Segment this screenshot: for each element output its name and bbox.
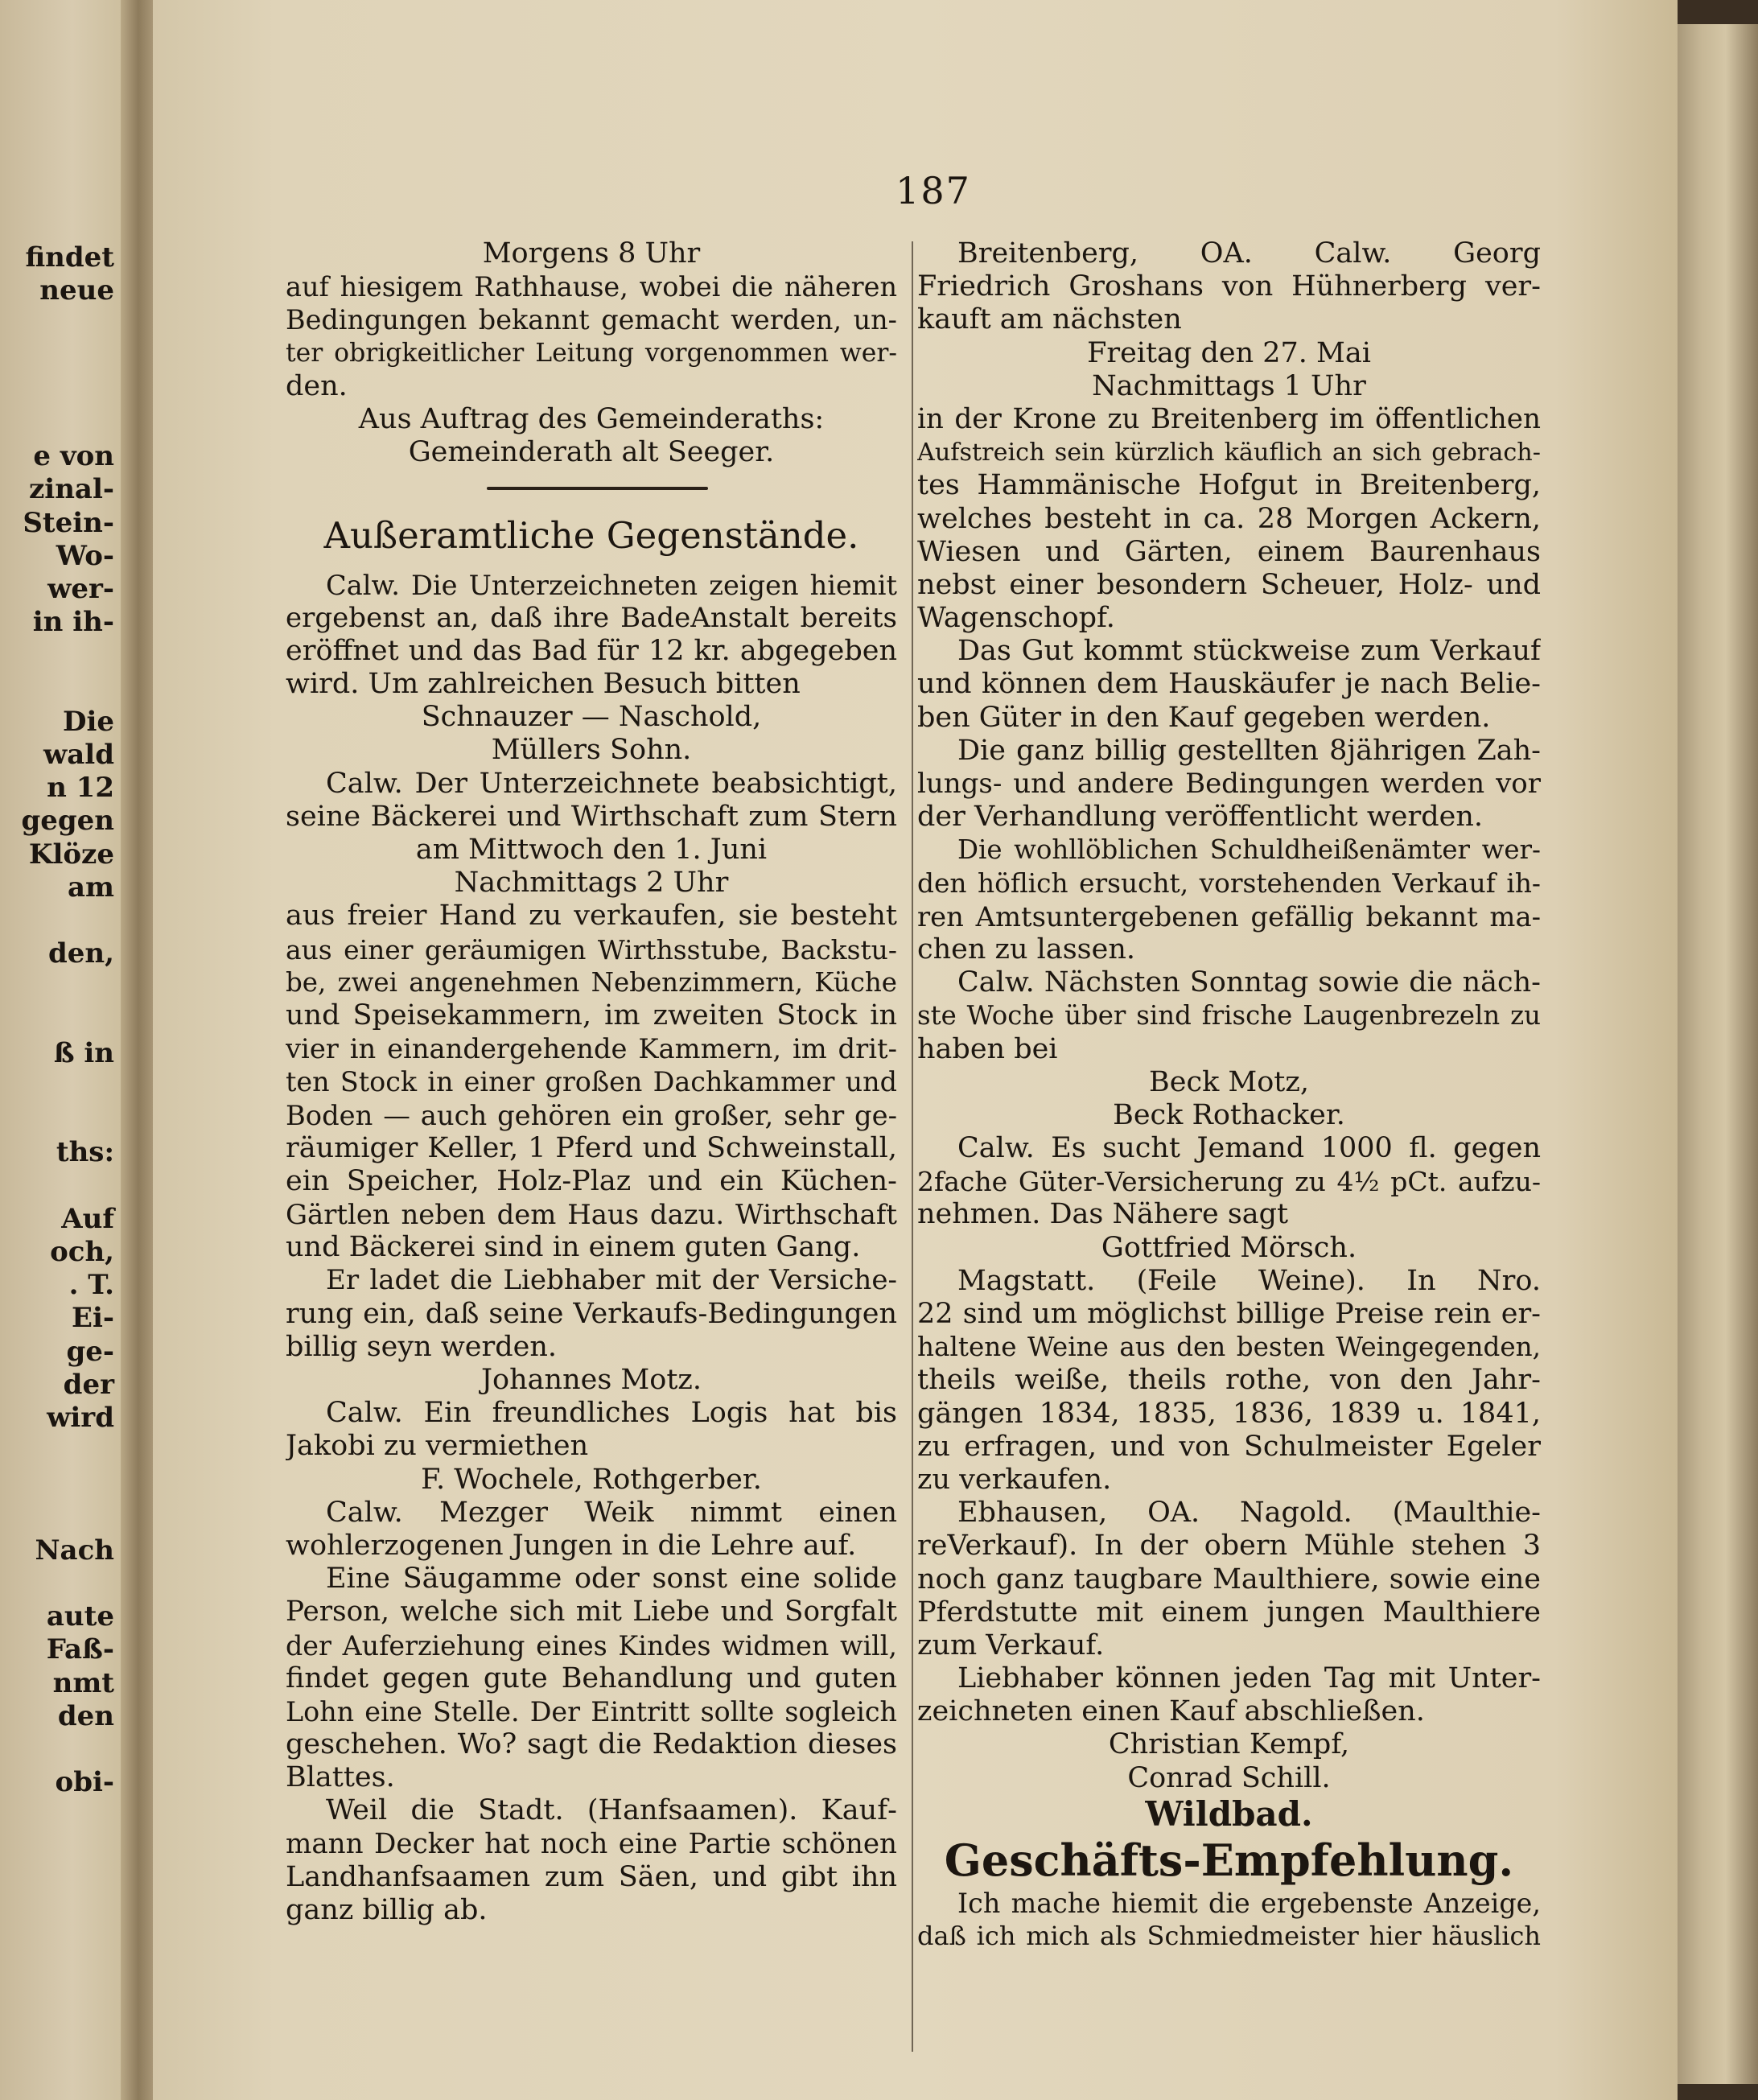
left-column-line: wird. Um zahlreichen Besuch bitten: [286, 668, 801, 701]
right-column-line: Wildbad.: [1145, 1794, 1313, 1834]
right-column-line: ren Amtsuntergebenen gefällig bekannt ma‑: [917, 900, 1541, 933]
left-column-line: mann Decker hat noch eine Partie schönen: [286, 1827, 897, 1860]
right-column-line: Breitenberg, OA. Calw. Georg: [957, 237, 1541, 270]
left-column-line: Aus Auftrag des Gemeinderaths:: [358, 402, 825, 435]
left-column-line: eröffnet und das Bad für 12 kr. abgegeben: [286, 634, 897, 667]
previous-page-fragment: am: [67, 871, 114, 904]
section-rule: [286, 469, 897, 502]
previous-page-fragment: in ih‑: [32, 606, 114, 639]
right-column-line: Conrad Schill.: [1127, 1761, 1331, 1794]
left-column-line: seine Bäckerei und Wirthschaft zum Stern: [286, 800, 897, 833]
previous-page-fragment: nmt: [52, 1666, 114, 1699]
left-column-line: ganz billig ab.: [286, 1894, 488, 1926]
previous-page-edge: [0, 0, 121, 2100]
left-column-line: den.: [286, 369, 348, 402]
right-column: [917, 237, 1541, 1953]
left-column-line: be, zwei angenehmen Nebenzimmern, Küche: [286, 966, 897, 998]
previous-page-fragment: Klöze: [28, 838, 114, 871]
right-column-line: gängen 1834, 1835, 1836, 1839 u. 1841,: [917, 1397, 1541, 1430]
right-column-line: welches besteht in ca. 28 Morgen Ackern,: [917, 502, 1541, 535]
left-column-line: Landhanfsaamen zum Säen, und gibt ihn: [286, 1860, 897, 1893]
previous-page-fragment: Faß‑: [46, 1633, 114, 1666]
previous-page-fragment: wird: [47, 1402, 114, 1434]
page-stack-edge: [1678, 24, 1758, 2084]
left-column-line: Calw. Der Unterzeichnete beabsichtigt,: [326, 767, 897, 800]
previous-page-fragment: Wo‑: [56, 539, 114, 572]
left-column-line: räumiger Keller, 1 Pferd und Schweinstall,: [286, 1131, 897, 1164]
previous-page-fragment: aute: [46, 1600, 114, 1633]
right-column-line: ste Woche über sind frische Laugenbrezeln zu: [917, 1000, 1541, 1031]
previous-page-fragment: neue: [39, 274, 114, 307]
left-column-line: ter obrigkeitlicher Leitung vorgenommen wer‑: [286, 338, 897, 368]
right-column-line: ben Güter in den Kauf gegeben werden.: [917, 701, 1491, 734]
left-column-line: findet gegen gute Behandlung und guten: [286, 1661, 897, 1694]
right-column-line: zu erfragen, und von Schulmeister Egeler: [917, 1430, 1541, 1463]
right-column-line: zum Verkauf.: [917, 1629, 1105, 1661]
right-column-line: und können dem Hauskäufer je nach Belie‑: [917, 668, 1541, 701]
previous-page-fragment: gegen: [21, 805, 114, 838]
left-column-line: Boden — auch gehören ein großer, sehr ge‑: [286, 1099, 897, 1131]
right-column-line: kauft am nächsten: [917, 303, 1182, 336]
left-column-line: Johannes Motz.: [481, 1364, 702, 1396]
right-column-line: Nachmittags 1 Uhr: [1092, 369, 1366, 402]
right-column-line: der Verhandlung veröffentlicht werden.: [917, 801, 1484, 834]
previous-page-fragment: Nach: [35, 1534, 114, 1567]
previous-page-fragment: n 12: [47, 772, 114, 805]
left-column-line: ergebenst an, daß ihre BadeAnstalt bereits: [286, 601, 897, 634]
left-column-line: aus einer geräumigen Wirthsstube, Backstu‑: [286, 933, 897, 966]
left-column-line: Jakobi zu vermiethen: [286, 1430, 589, 1463]
right-column-line: den höflich ersucht, vorstehenden Verkauf ih‑: [917, 867, 1541, 899]
left-column-line: billig seyn werden.: [286, 1330, 558, 1363]
right-column-line: Calw. Es sucht Jemand 1000 fl. gegen: [957, 1132, 1541, 1165]
left-column-line: vier in einandergehende Kammern, im drit‑: [286, 1033, 897, 1065]
page-number: 187: [895, 169, 971, 212]
book-gutter: [121, 0, 153, 2100]
left-column-line: Lohn eine Stelle. Der Eintritt sollte sogleich: [286, 1695, 897, 1727]
left-column-line: Morgens 8 Uhr: [482, 237, 701, 270]
previous-page-fragment: der: [63, 1368, 114, 1401]
left-column-line: Gemeinderath alt Seeger.: [408, 436, 775, 469]
previous-page-fragment: obi‑: [55, 1766, 114, 1799]
right-column-line: Gottfried Mörsch.: [1101, 1231, 1357, 1264]
right-column-line: chen zu lassen.: [917, 933, 1135, 966]
right-column-line: Wiesen und Gärten, einem Baurenhaus: [917, 535, 1541, 568]
left-column-line: wohlerzogenen Jungen in die Lehre auf.: [286, 1529, 857, 1562]
left-column-line: F. Wochele, Rothgerber.: [421, 1463, 762, 1496]
right-column-line: Aufstreich sein kürzlich käuflich an sich gebrach‑: [917, 439, 1541, 467]
previous-page-fragment: wer‑: [47, 573, 114, 605]
left-column-line: Außeramtliche Gegenstände.: [323, 513, 859, 557]
previous-page-fragment: Auf: [61, 1202, 114, 1235]
right-column-line: Ebhausen, OA. Nagold. (Maulthie‑: [957, 1497, 1541, 1530]
left-column-line: geschehen. Wo? sagt die Redaktion dieses: [286, 1728, 897, 1761]
left-column-line: Calw. Ein freundliches Logis hat bis: [326, 1397, 897, 1430]
left-column-line: und Speisekammern, im zweiten Stock in: [286, 999, 897, 1031]
right-column-line: in der Krone zu Breitenberg im öffentlichen: [917, 402, 1541, 435]
right-column-line: nehmen. Das Nähere sagt: [917, 1198, 1289, 1231]
left-column-line: Blattes.: [286, 1761, 395, 1794]
left-column-line: rung ein, daß seine Verkaufs‑Bedingungen: [286, 1297, 897, 1330]
left-column-line: ten Stock in einer großen Dachkammer und: [286, 1066, 897, 1098]
left-column-line: Calw. Die Unterzeichneten zeigen hiemit: [326, 569, 897, 601]
left-column-line: Gärtlen neben dem Haus dazu. Wirthschaft: [286, 1199, 897, 1231]
left-column-line: Er ladet die Liebhaber mit der Versiche‑: [326, 1264, 897, 1297]
right-column-line: zeichneten einen Kauf abschließen.: [917, 1695, 1425, 1728]
right-column-line: Die ganz billig gestellten 8jährigen Zah‑: [957, 734, 1541, 767]
left-column-line: Person, welche sich mit Liebe und Sorgfalt: [286, 1596, 897, 1629]
right-column-line: noch ganz taugbare Maulthiere, sowie eine: [917, 1563, 1541, 1596]
previous-page-fragment: Ei‑: [72, 1302, 114, 1335]
column-divider: [912, 241, 913, 2052]
left-column-line: am Mittwoch den 1. Juni: [415, 834, 768, 866]
right-column-line: Beck Rothacker.: [1113, 1098, 1345, 1131]
left-column-line: Müllers Sohn.: [491, 734, 692, 767]
left-column-line: Nachmittags 2 Uhr: [454, 867, 729, 900]
right-column-line: 2fache Güter‑Versicherung zu 4½ pCt. aufzu‑: [917, 1166, 1541, 1198]
right-column-line: Christian Kempf,: [1108, 1728, 1350, 1761]
left-column-line: und Bäckerei sind in einem guten Gang.: [286, 1231, 861, 1264]
previous-page-fragment: wald: [43, 739, 114, 771]
previous-page-fragment: ge‑: [66, 1335, 114, 1368]
right-column-line: Geschäfts‑Empfehlung.: [944, 1834, 1514, 1886]
right-column-line: Freitag den 27. Mai: [1087, 336, 1371, 369]
right-column-line: Beck Motz,: [1149, 1065, 1309, 1098]
previous-page-fragment: den: [57, 1699, 114, 1732]
left-column-line: Schnauzer — Naschold,: [421, 701, 762, 734]
right-column-line: lungs‑ und andere Bedingungen werden vor: [917, 768, 1541, 800]
right-column-line: Magstatt. (Feile Weine). In Nro.: [957, 1264, 1541, 1297]
right-column-line: Pferdstutte mit einem jungen Maulthiere: [917, 1596, 1541, 1629]
right-column-line: haben bei: [917, 1032, 1058, 1065]
right-column-line: theils weiße, theils rothe, von den Jahr‑: [917, 1364, 1541, 1397]
previous-page-fragment: ß in: [53, 1036, 114, 1069]
left-column-line: Bedingungen bekannt gemacht werden, un‑: [286, 304, 897, 336]
previous-page-fragment: . T.: [68, 1269, 114, 1302]
left-column-line: aus freier Hand zu verkaufen, sie besteht: [286, 900, 897, 933]
right-column-line: Wagenschopf.: [917, 602, 1115, 635]
right-column-line: nebst einer besondern Scheuer, Holz‑ und: [917, 568, 1541, 601]
previous-page-fragment: Stein‑: [23, 506, 114, 539]
right-column-line: 22 sind um möglichst billige Preise rein er‑: [917, 1298, 1541, 1330]
left-column-line: der Auferziehung eines Kindes widmen will,: [286, 1629, 897, 1661]
left-column-line: Calw. Mezger Weik nimmt einen: [326, 1496, 897, 1529]
previous-page-fragment: zinal‑: [28, 473, 114, 506]
previous-page-fragment: Die: [62, 705, 114, 738]
left-column-line: Eine Säugamme oder sonst eine solide: [326, 1563, 897, 1596]
left-column-line: ein Speicher, Holz‑Plaz und ein Küchen‑: [286, 1164, 897, 1197]
right-column-line: Friedrich Groshans von Hühnerberg ver‑: [917, 270, 1541, 303]
right-column-line: daß ich mich als Schmiedmeister hier häuslich: [917, 1921, 1541, 1951]
right-column-line: Die wohllöblichen Schuldheißenämter wer‑: [957, 834, 1541, 866]
right-column-line: Calw. Nächsten Sonntag sowie die näch‑: [957, 966, 1541, 999]
right-column-line: Das Gut kommt stückweise zum Verkauf: [957, 635, 1541, 668]
right-column-line: reVerkauf). In der obern Mühle stehen 3: [917, 1530, 1541, 1563]
right-column-line: haltene Weine aus den besten Weingegenden,: [917, 1332, 1541, 1363]
right-column-line: zu verkaufen.: [917, 1463, 1112, 1496]
previous-page-fragment: den,: [48, 937, 114, 970]
previous-page-fragment: findet: [25, 241, 114, 274]
previous-page-fragment: och,: [50, 1236, 114, 1268]
left-column-line: auf hiesigem Rathhause, wobei die näheren: [286, 271, 897, 303]
previous-page-fragment: e von: [33, 440, 114, 473]
left-column: [286, 237, 897, 1927]
left-column-line: Weil die Stadt. (Hanfsaamen). Kauf‑: [326, 1794, 897, 1827]
right-column-line: Liebhaber können jeden Tag mit Unter‑: [957, 1662, 1541, 1695]
right-column-line: Ich mache hiemit die ergebenste Anzeige,: [957, 1887, 1541, 1919]
right-column-line: tes Hammänische Hofgut in Breitenberg,: [917, 469, 1541, 502]
previous-page-fragment: ths:: [56, 1136, 114, 1169]
